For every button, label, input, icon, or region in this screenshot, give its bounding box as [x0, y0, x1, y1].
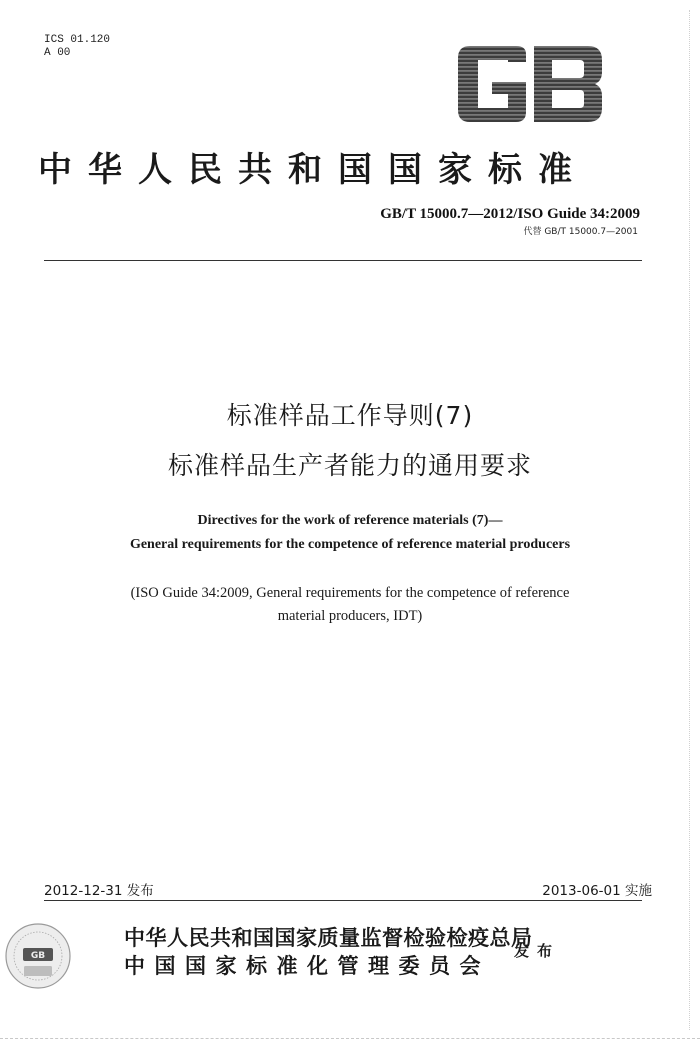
svg-text:GB: GB	[30, 951, 46, 961]
classification-codes	[44, 34, 110, 60]
standard-type-heading: 中华人民共和国国家标准	[38, 150, 588, 190]
header-divider	[44, 260, 642, 261]
replaces-note: 代替 GB/T 15000.7—2001	[523, 227, 638, 237]
page-right-edge	[689, 10, 690, 1030]
footer-divider	[44, 900, 642, 901]
title-cn-line2: 标准样品生产者能力的通用要求	[167, 451, 532, 480]
title-cn-line1: 标准样品工作导则(7)	[226, 401, 474, 430]
publisher-sac: 中国国家标准化管理委员会	[124, 953, 490, 978]
copyright-seal-icon	[4, 922, 72, 990]
iso-reference-line2: material producers, IDT)	[277, 608, 423, 624]
publisher-aqsiq: 中华人民共和国国家质量监督检验检疫总局	[124, 925, 533, 950]
publish-label: 发布	[514, 942, 561, 960]
implementation-date: 2013-06-01 实施	[542, 883, 652, 899]
ics-code: ICS 01.120	[44, 34, 111, 46]
iso-reference-line1: (ISO Guide 34:2009, General requirements for the competence of reference	[130, 585, 570, 601]
page-bottom-edge	[0, 1038, 700, 1039]
title-en-line2: General requirements for the competence of reference material producers	[129, 537, 571, 552]
gb-logo	[456, 44, 604, 124]
standard-number: GB/T 15000.7—2012/ISO Guide 34:2009	[380, 206, 640, 222]
title-en-line1: Directives for the work of reference materials (7)—	[197, 513, 503, 528]
issue-date: 2012-12-31 发布	[44, 883, 154, 899]
ccs-code: A 00	[44, 47, 71, 59]
